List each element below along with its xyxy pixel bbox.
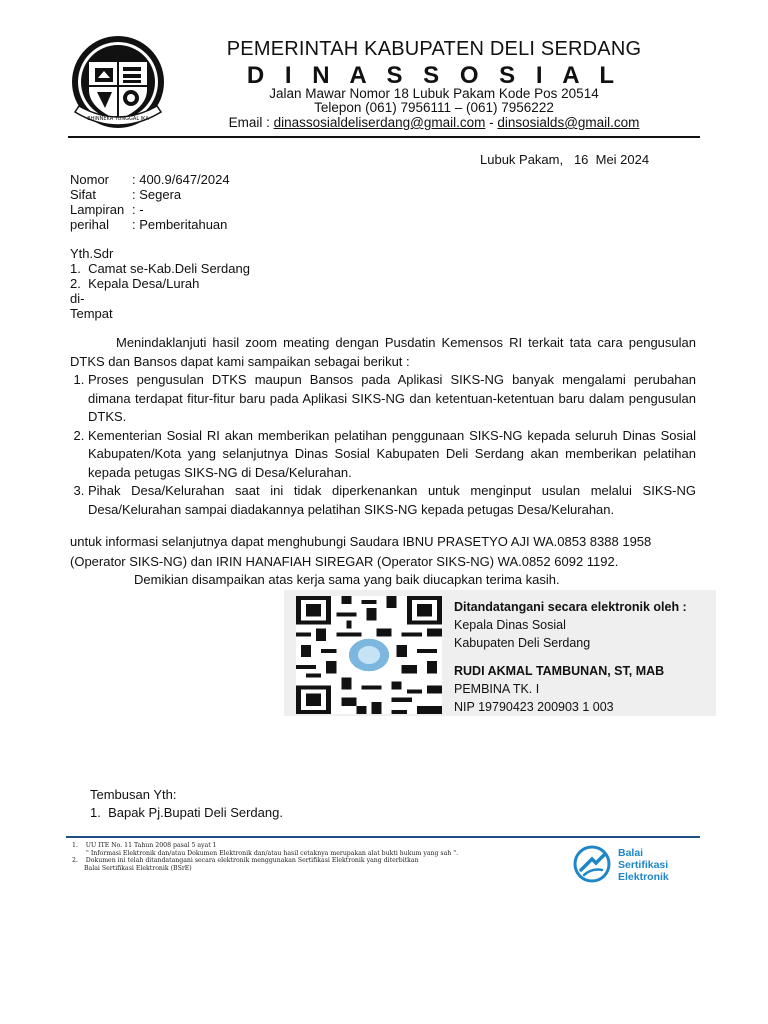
meta-row-sifat	[70, 187, 230, 202]
signature-heading: Ditandatangani secara elektronik oleh :	[454, 600, 687, 614]
list-item: 3. Pihak Desa/Kelurahan saat ini tidak diperkenankan untuk menginput usulan melalui SIKS-NG Desa/Kelurahan sampai diadakannya pelatihan SIKS-NG kepada petugas Desa/Kelurahan.	[88, 482, 696, 519]
footer-note: Balai Sertifikasi Elektronik (BSrE)	[84, 864, 192, 872]
signature-position: Kepala Dinas Sosial	[454, 618, 566, 632]
meta-value: : -	[132, 202, 144, 217]
addressee-block	[70, 246, 250, 321]
addressee-line: di-	[70, 291, 85, 306]
email-separator: -	[485, 115, 498, 130]
signature-position: Kabupaten Deli Serdang	[454, 636, 591, 650]
footer-note: " Informasi Elektronik dan/atau Dokumen Elektronik dan/atau hasil cetaknya merupakan alat bukti hukum yang sah ".	[86, 849, 459, 857]
logo-ribbon-text: BHINNEKA TUNGGAL IKA	[87, 116, 149, 122]
cc-item: 1. Bapak Pj.Bupati Deli Serdang.	[90, 805, 283, 820]
qr-code-icon	[296, 596, 442, 714]
signer-rank: PEMBINA TK. I	[454, 682, 540, 696]
footer-note: 2. Dokumen ini telah ditandatangani secara elektronik menggunakan Sertifikasi Elektronik yang diterbitkan	[72, 857, 419, 865]
list-item: 1. Proses pengusulan DTKS maupun Bansos pada Aplikasi SIKS-NG banyak mengalami perubahan dimana terdapat fitur-fitur baru pada Aplikasi SIKS-NG dan ketentuan-ketentuan baru dalam pengusulan DTKS.	[88, 371, 696, 427]
contact-paragraph: untuk informasi selanjutnya dapat menghubungi Saudara IBNU PRASETYO AJI WA.0853 8388 1958 (Operator SIKS-NG) dan IRIN HANAFIAH SIREGAR (Operator SIKS-NG) WA.0852 6092 1192.	[70, 534, 652, 569]
bsre-label-3: Elektronik	[618, 871, 669, 883]
agency-address: Jalan Mawar Nomor 18 Lubuk Pakam Kode Pos 20514	[269, 86, 599, 101]
email-link-2[interactable]: dinsosialds@gmail.com	[497, 115, 640, 130]
email-label: Email :	[228, 115, 274, 130]
email-link-1[interactable]: dinassosialdeliserdang@gmail.com	[273, 115, 486, 130]
addressee-line: 2. Kepala Desa/Lurah	[70, 276, 200, 291]
agency-phone: Telepon (061) 7956111 – (061) 7956222	[314, 100, 554, 115]
points-list	[70, 371, 696, 519]
meta-row-lampiran	[70, 202, 230, 217]
footer-note: 1. UU ITE No. 11 Tahun 2008 pasal 5 ayat 1	[72, 842, 217, 849]
addressee-salutation: Yth.Sdr	[70, 246, 114, 261]
meta-row-perihal	[70, 217, 230, 232]
e-signature-text	[454, 598, 712, 716]
meta-label: Sifat	[70, 187, 97, 202]
intro-paragraph: Menindaklanjuti hasil zoom meating dengan Pusdatin Kemensos RI terkait tata cara pengusulan DTKS dan Bansos dapat kami sampaikan sebagai berikut :	[70, 335, 696, 369]
footer-notes	[72, 842, 572, 872]
meta-label: Nomor	[70, 172, 110, 187]
meta-value: : 400.9/647/2024	[132, 172, 230, 187]
cc-title: Tembusan Yth:	[90, 787, 177, 802]
agency-email-line	[200, 115, 668, 130]
meta-value: : Pemberitahuan	[132, 217, 228, 232]
letter-body	[70, 334, 696, 519]
meta-label: Lampiran	[70, 202, 125, 217]
cc-block	[90, 786, 283, 822]
bsre-logo	[572, 844, 702, 884]
meta-value: : Segera	[132, 187, 182, 202]
meta-row-nomor	[70, 172, 230, 187]
agency-name: D I N A S S O S I A L	[246, 62, 622, 89]
list-item: 2. Kementerian Sosial RI akan memberikan pelatihan penggunaan SIKS-NG kepada seluruh Dinas Sosial Kabupaten/Kota yang selanjutnya Dinas Sosial Kabupaten Deli Serdang akan memberikan pelatihan kepada petugas SIKS-NG di Desa/Kelurahan.	[88, 427, 696, 483]
meta-label: perihal	[70, 217, 110, 232]
government-name: PEMERINTAH KABUPATEN DELI SERDANG	[226, 38, 642, 60]
signer-name: RUDI AKMAL TAMBUNAN, ST, MAB	[454, 664, 665, 678]
regency-seal-logo	[67, 34, 169, 136]
addressee-line: Tempat	[70, 306, 113, 321]
bsre-label-1: Balai	[618, 847, 644, 859]
closing-paragraph: Demikian disampaikan atas kerja sama yang baik diucapkan terima kasih.	[134, 572, 560, 587]
letter-meta	[70, 172, 230, 232]
letterhead-rule	[68, 136, 700, 138]
signer-nip: NIP 19790423 200903 1 003	[454, 700, 614, 714]
addressee-line: 1. Camat se-Kab.Deli Serdang	[70, 261, 250, 276]
letter-date: Lubuk Pakam, 16 Mei 2024	[480, 152, 650, 167]
bsre-label-2: Sertifikasi	[618, 859, 669, 871]
footer-rule	[66, 836, 700, 838]
